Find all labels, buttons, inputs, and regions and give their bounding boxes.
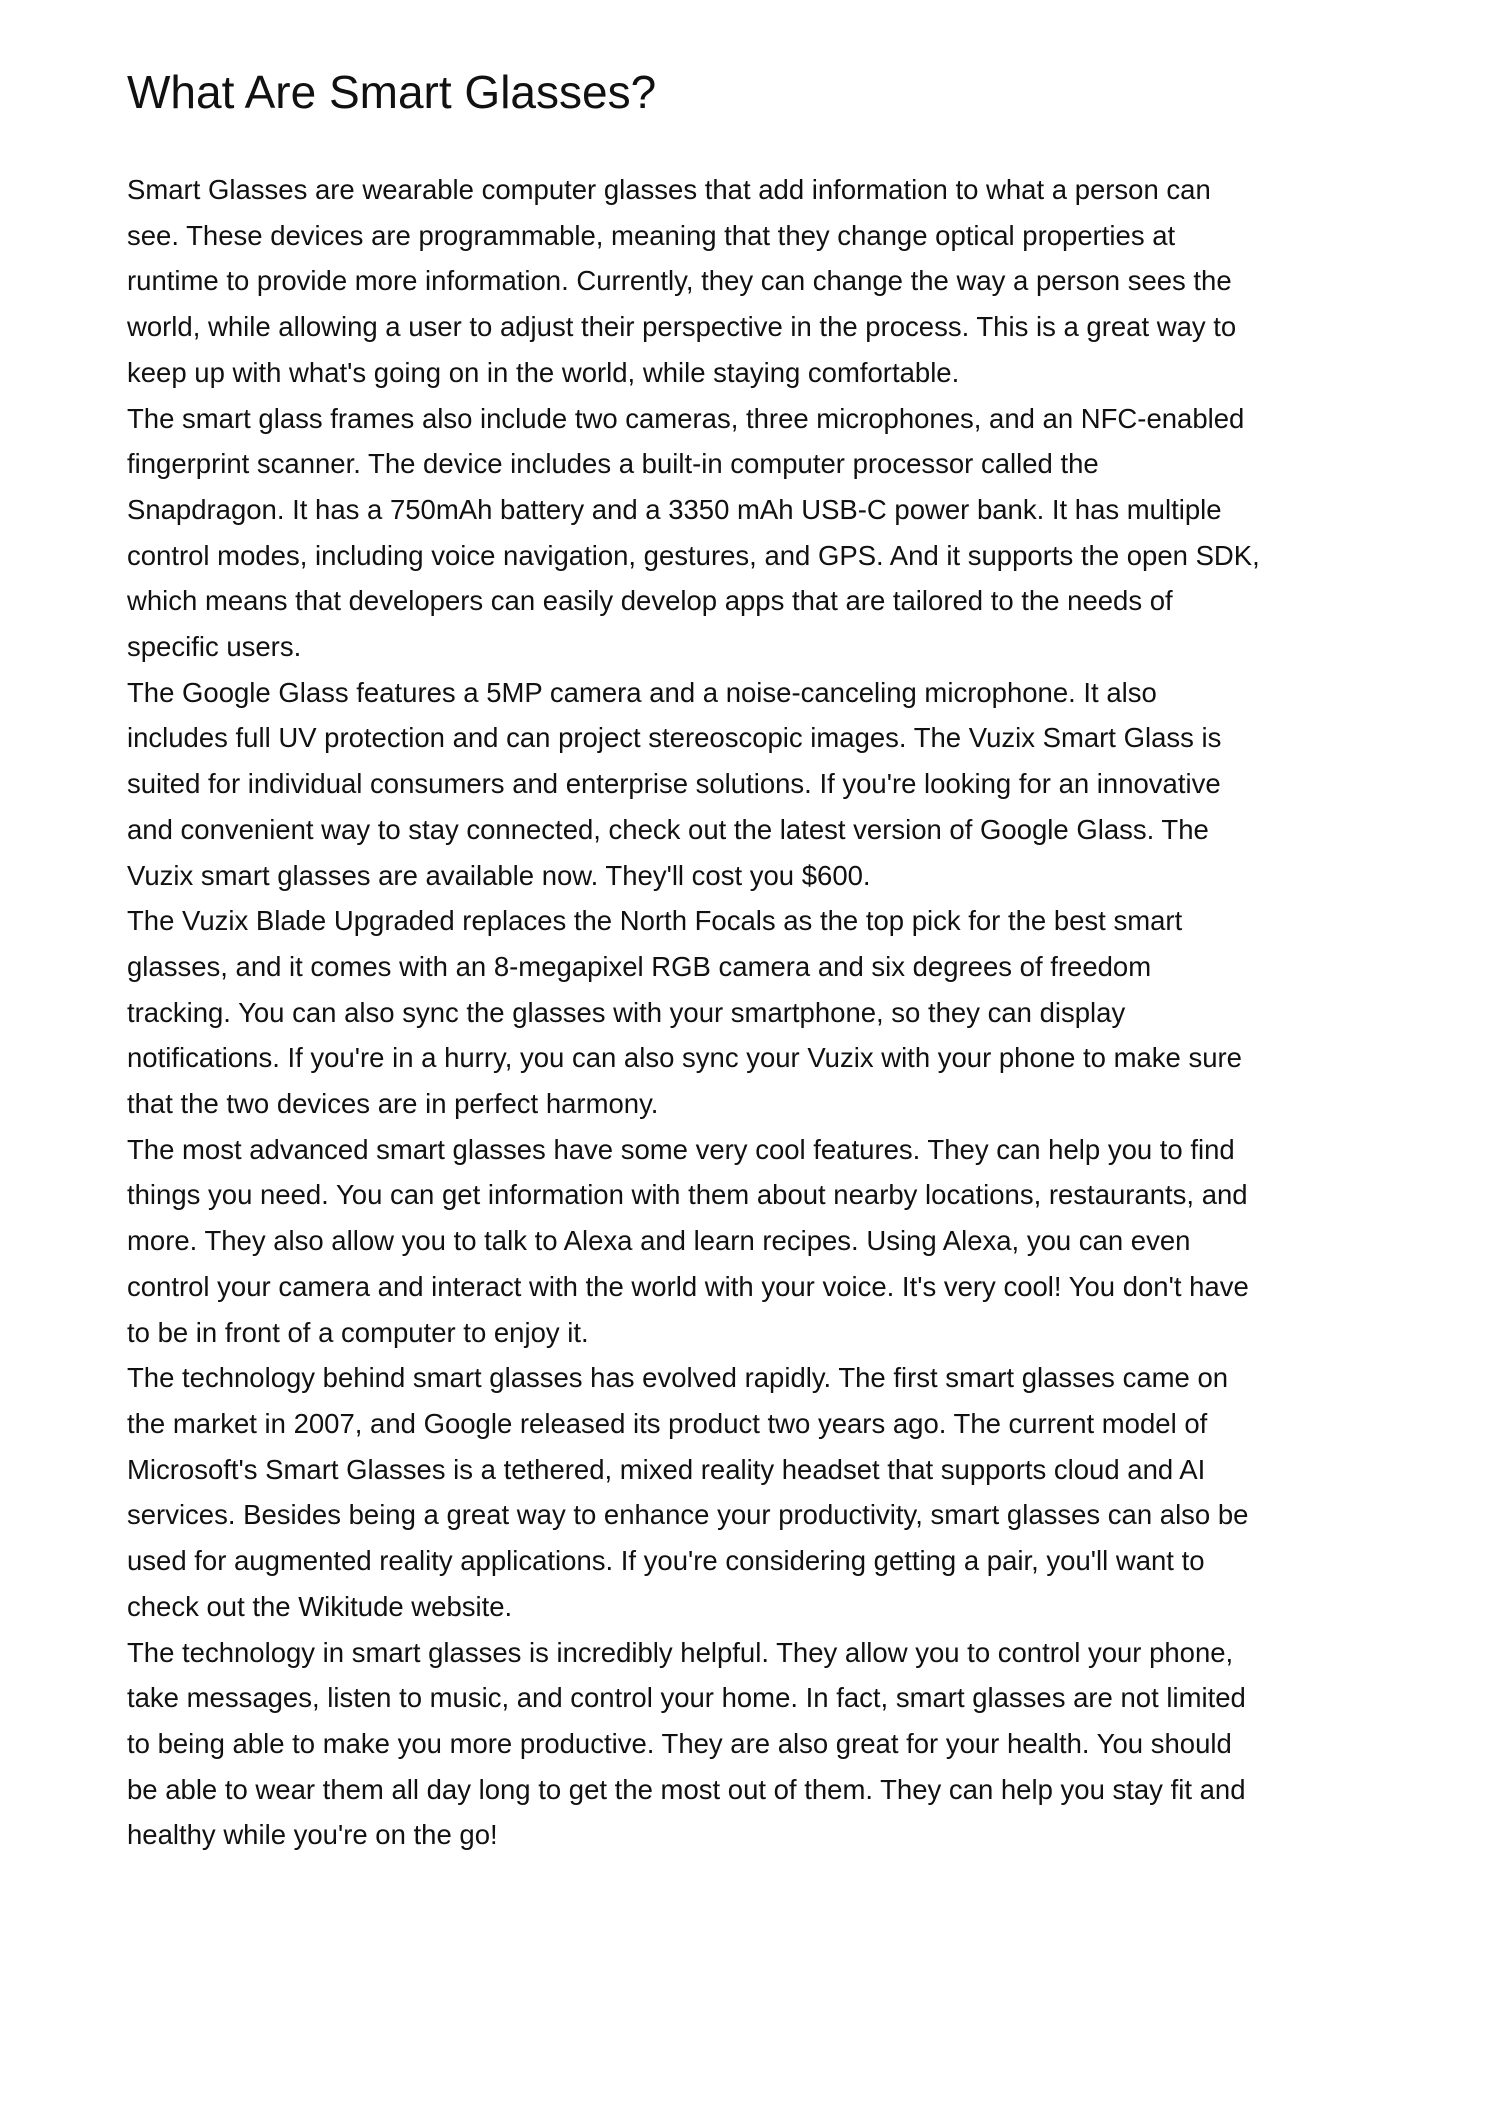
text-line: The smart glass frames also include two cameras, three microphones, and an NFC-enabled	[127, 402, 1245, 434]
text-line: Microsoft's Smart Glasses is a tethered, mixed reality headset that supports cloud and AI	[127, 1453, 1206, 1485]
paragraph	[127, 1127, 1427, 1356]
text-line: that the two devices are in perfect harmony.	[127, 1088, 659, 1120]
text-line: the market in 2007, and Google released its product two years ago. The current model of	[127, 1407, 1208, 1439]
paragraph	[127, 1630, 1427, 1859]
text-line: things you need. You can get information with them about nearby locations, restaurants, and	[127, 1179, 1248, 1211]
text-line: The Google Glass features a 5MP camera and a noise-canceling microphone. It also	[127, 676, 1157, 708]
text-line: see. These devices are programmable, meaning that they change optical properties at	[127, 219, 1176, 251]
text-line: Smart Glasses are wearable computer glasses that add information to what a person can	[127, 174, 1211, 205]
text-line: suited for individual consumers and enterprise solutions. If you're looking for an innovative	[127, 768, 1221, 800]
article-body	[127, 167, 1427, 1858]
text-line: tracking. You can also sync the glasses with your smartphone, so they can display	[127, 996, 1126, 1028]
text-line: specific users.	[127, 631, 302, 663]
text-line: Vuzix smart glasses are available now. They'll cost you $600.	[127, 859, 871, 891]
text-line: check out the Wikitude website.	[127, 1590, 513, 1622]
text-line: and convenient way to stay connected, check out the latest version of Google Glass. The	[127, 813, 1209, 845]
page-title: What Are Smart Glasses?	[127, 66, 657, 118]
paragraph	[127, 396, 1427, 670]
text-line: which means that developers can easily develop apps that are tailored to the needs of	[127, 585, 1173, 617]
text-line: keep up with what's going on in the world, while staying comfortable.	[127, 356, 960, 388]
text-line: world, while allowing a user to adjust their perspective in the process. This is a great way to	[127, 311, 1237, 343]
text-line: The most advanced smart glasses have some very cool features. They can help you to find	[127, 1133, 1235, 1165]
paragraph	[127, 1355, 1427, 1629]
text-line: control modes, including voice navigation, gestures, and GPS. And it supports the open SDK,	[127, 539, 1260, 571]
text-line: to being able to make you more productive. They are also great for your health. You should	[127, 1727, 1232, 1759]
text-line: runtime to provide more information. Currently, they can change the way a person sees the	[127, 265, 1232, 297]
paragraph	[127, 167, 1427, 396]
text-line: to be in front of a computer to enjoy it.	[127, 1316, 589, 1348]
text-line: Snapdragon. It has a 750mAh battery and a 3350 mAh USB-C power bank. It has multiple	[127, 493, 1222, 525]
paragraph	[127, 898, 1427, 1127]
paragraph	[127, 670, 1427, 899]
text-line: The technology behind smart glasses has evolved rapidly. The first smart glasses came on	[127, 1362, 1229, 1394]
text-line: more. They also allow you to talk to Alexa and learn recipes. Using Alexa, you can even	[127, 1225, 1191, 1257]
text-line: fingerprint scanner. The device includes a built-in computer processor called the	[127, 448, 1099, 480]
text-line: used for augmented reality applications. If you're considering getting a pair, you'll want to	[127, 1545, 1205, 1577]
text-line: includes full UV protection and can project stereoscopic images. The Vuzix Smart Glass is	[127, 722, 1222, 754]
text-line: control your camera and interact with the world with your voice. It's very cool! You don't have	[127, 1270, 1249, 1302]
text-line: healthy while you're on the go!	[127, 1819, 498, 1851]
text-line: services. Besides being a great way to enhance your productivity, smart glasses can also be	[127, 1499, 1249, 1531]
text-line: take messages, listen to music, and control your home. In fact, smart glasses are not limited	[127, 1682, 1246, 1714]
text-line: be able to wear them all day long to get the most out of them. They can help you stay fit and	[127, 1773, 1246, 1805]
text-line: glasses, and it comes with an 8-megapixel RGB camera and six degrees of freedom	[127, 950, 1152, 982]
text-line: The Vuzix Blade Upgraded replaces the North Focals as the top pick for the best smart	[127, 905, 1183, 937]
text-line: The technology in smart glasses is incredibly helpful. They allow you to control your phone,	[127, 1636, 1234, 1668]
text-line: notifications. If you're in a hurry, you can also sync your Vuzix with your phone to make sure	[127, 1042, 1242, 1074]
